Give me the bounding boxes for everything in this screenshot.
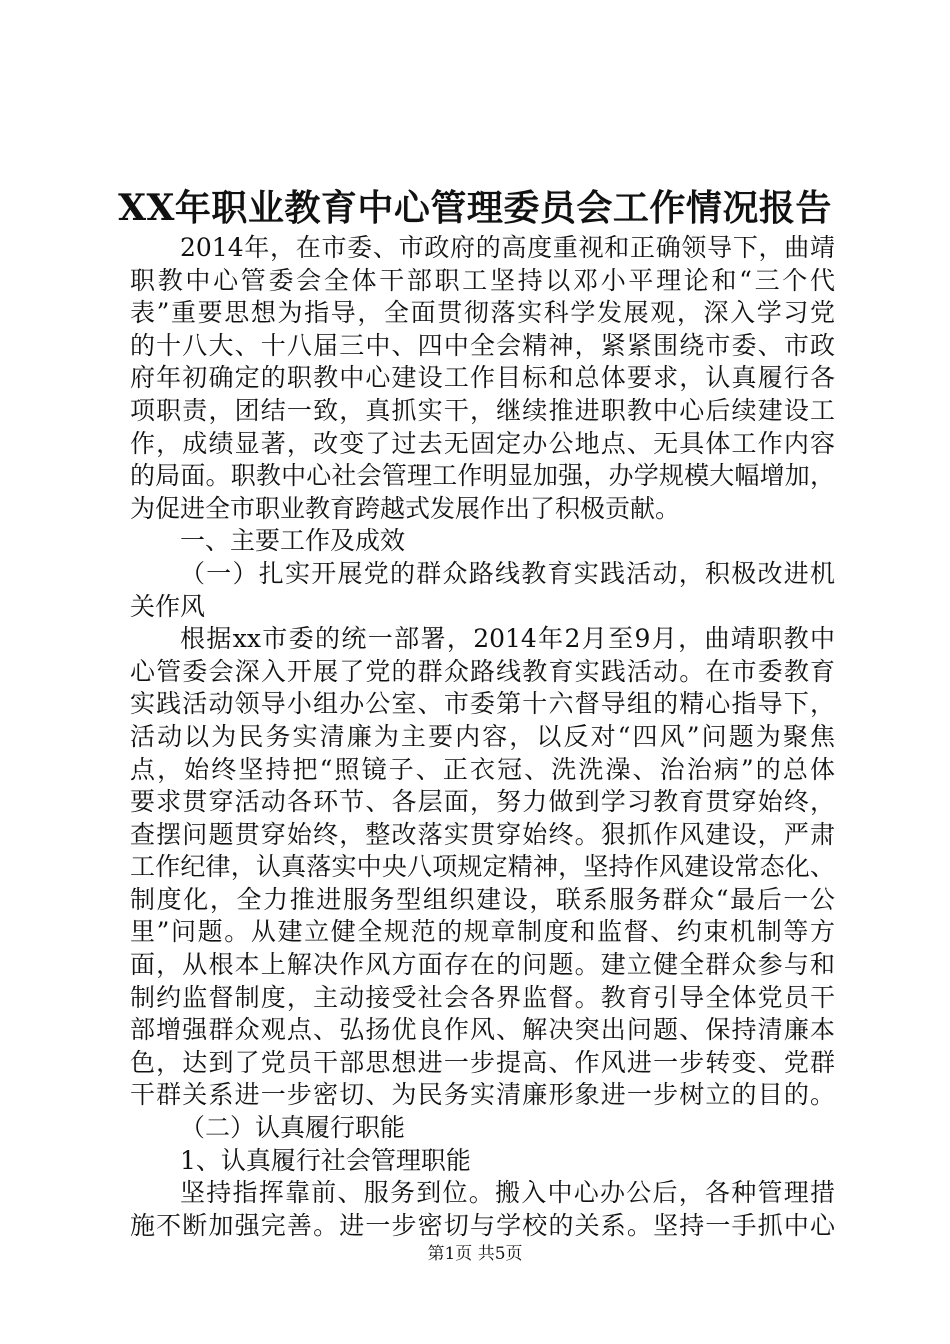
paragraph-line: 施不断加强完善。进一步密切与学校的关系。坚持一手抓中心 — [130, 1210, 835, 1240]
paragraph-line: 活动以为民务实清廉为主要内容，以反对“四风”问题为聚焦 — [130, 721, 835, 751]
paragraph-line: 点，始终坚持把“照镜子、正衣冠、洗洗澡、治治病”的总体 — [130, 754, 835, 784]
paragraph-line: 项职责，团结一致，真抓实干，继续推进职教中心后续建设工 — [130, 395, 835, 425]
paragraph-line: 2014年，在市委、市政府的高度重视和正确领导下，曲靖 — [180, 233, 835, 262]
paragraph-line: 为促进全市职业教育跨越式发展作出了积极贡献。 — [130, 493, 681, 523]
paragraph-line: 1、认真履行社会管理职能 — [180, 1145, 471, 1175]
paragraph-line: 里”问题。从建立健全规范的规章制度和监督、约束机制等方 — [130, 917, 835, 947]
paragraph-line: 工作纪律，认真落实中央八项规定精神，坚持作风建设常态化、 — [130, 852, 835, 882]
paragraph-line: 一、主要工作及成效 — [180, 526, 406, 556]
paragraph-line: （二）认真履行职能 — [180, 1113, 406, 1143]
paragraph-line: 作，成绩显著，改变了过去无固定办公地点、无具体工作内容 — [130, 428, 835, 458]
paragraph-line: 心管委会深入开展了党的群众路线教育实践活动。在市委教育 — [130, 656, 835, 686]
document-body — [130, 232, 835, 1242]
paragraph-line: 制约监督制度，主动接受社会各界监督。教育引导全体党员干 — [130, 982, 835, 1012]
paragraph-line: 表”重要思想为指导，全面贯彻落实科学发展观，深入学习党 — [130, 298, 835, 328]
paragraph-line: （一）扎实开展党的群众路线教育实践活动，积极改进机 — [180, 558, 835, 588]
paragraph-line: 府年初确定的职教中心建设工作目标和总体要求，认真履行各 — [130, 363, 835, 393]
paragraph-line: 根据xx市委的统一部署，2014年2月至9月，曲靖职教中 — [180, 624, 835, 654]
paragraph-line: 关作风 — [130, 591, 206, 621]
paragraph-line: 查摆问题贯穿始终，整改落实贯穿始终。狠抓作风建设，严肃 — [130, 819, 835, 849]
paragraph-line: 干群关系进一步密切、为民务实清廉形象进一步树立的目的。 — [130, 1080, 835, 1110]
page-footer: 第1页 共5页 — [427, 1244, 523, 1264]
paragraph-line: 坚持指挥靠前、服务到位。搬入中心办公后，各种管理措 — [180, 1178, 835, 1208]
paragraph-line: 部增强群众观点、弘扬优良作风、解决突出问题、保持清廉本 — [130, 1015, 835, 1045]
paragraph-line: 实践活动领导小组办公室、市委第十六督导组的精心指导下， — [130, 689, 835, 719]
paragraph-line: 色，达到了党员干部思想进一步提高、作风进一步转变、党群 — [130, 1047, 835, 1077]
paragraph-line: 制度化，全力推进服务型组织建设，联系服务群众“最后一公 — [130, 884, 835, 914]
paragraph-line: 要求贯穿活动各环节、各层面，努力做到学习教育贯穿始终， — [130, 787, 835, 817]
paragraph-line: 的十八大、十八届三中、四中全会精神，紧紧围绕市委、市政 — [130, 330, 835, 360]
paragraph-line: 面，从根本上解决作风方面存在的问题。建立健全群众参与和 — [130, 950, 835, 980]
document-title: XX年职业教育中心管理委员会工作情况报告 — [118, 187, 832, 229]
paragraph-line: 职教中心管委会全体干部职工坚持以邓小平理论和“三个代 — [130, 265, 835, 295]
paragraph-line: 的局面。职教中心社会管理工作明显加强，办学规模大幅增加， — [130, 461, 835, 491]
